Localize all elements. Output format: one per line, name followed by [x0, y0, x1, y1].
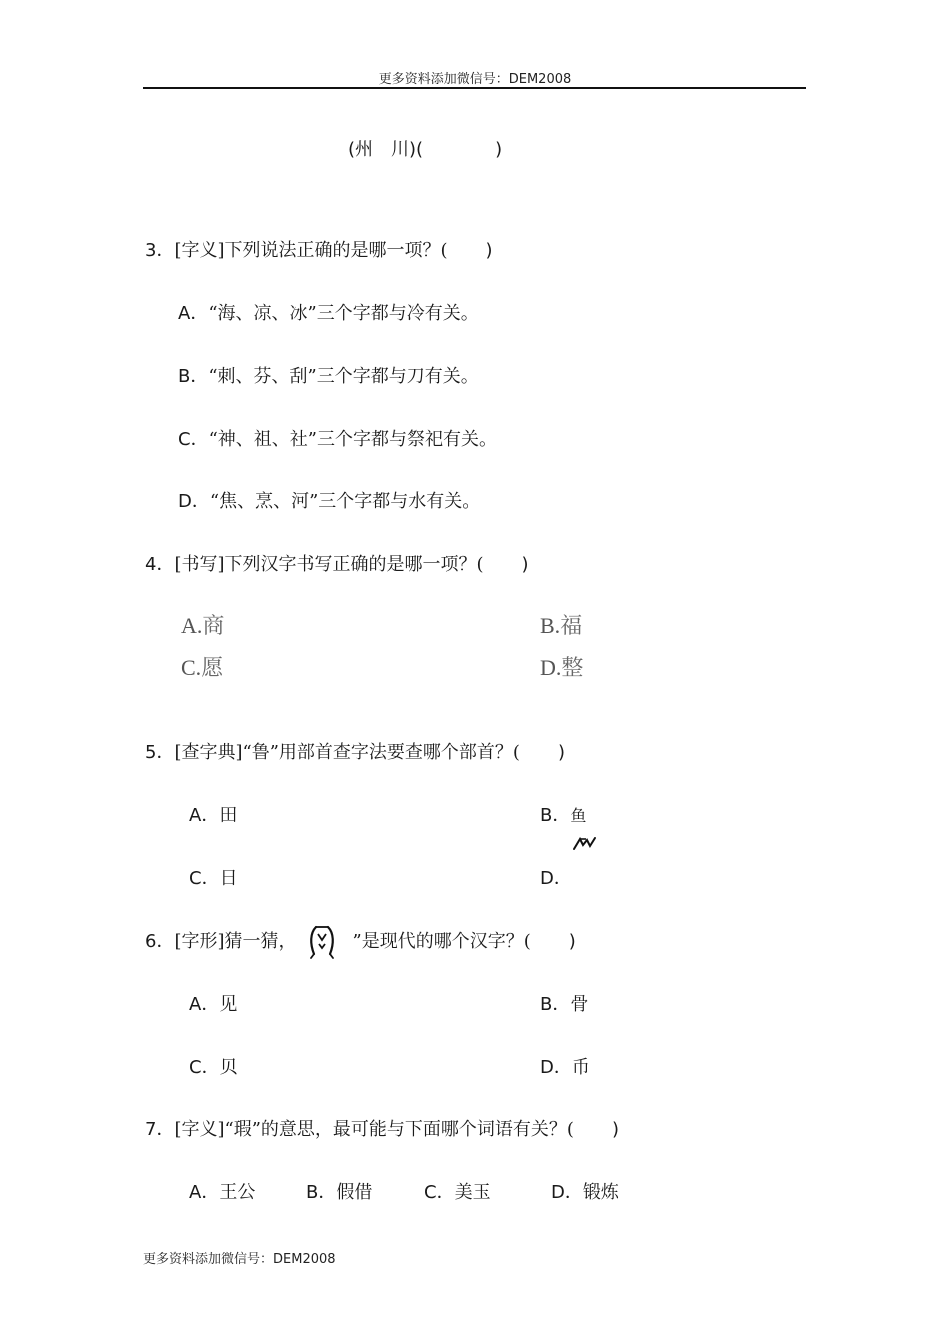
option-3c [178, 428, 497, 452]
question-text: “瑕”的意思，最可能与下面哪个词语有关？( [224, 1119, 574, 1140]
paren-close-open: )( [409, 139, 424, 160]
option-3a [178, 302, 479, 326]
answer-paren-close: ) [485, 240, 493, 261]
question-tag: [字义] [174, 240, 225, 261]
option-5a [189, 804, 237, 828]
option-5b [540, 804, 586, 828]
option-text: 假借 [336, 1182, 373, 1203]
option-text: 贝 [219, 1057, 238, 1078]
question-number: 5． [145, 742, 175, 763]
option-text: 币 [571, 1057, 590, 1078]
header-divider [143, 87, 806, 89]
answer-paren-close: ) [568, 931, 576, 952]
option-4b [540, 612, 582, 641]
question-text-after: ”是现代的哪个汉字？( [352, 931, 531, 952]
option-6c [189, 1056, 238, 1080]
option-4a [181, 612, 224, 641]
question-3 [145, 239, 493, 263]
option-label: D． [540, 1057, 572, 1078]
page-header: 更多资料添加微信号：DEM2008 [378, 72, 572, 87]
option-glyph: 愿 [201, 656, 224, 681]
option-3d [178, 490, 480, 514]
option-label: B． [540, 805, 571, 826]
option-label: C． [189, 1057, 220, 1078]
option-label: A． [189, 805, 220, 826]
option-text: “海、凉、冰”三个字都与冷有关。 [208, 303, 479, 324]
option-label: A． [178, 303, 209, 324]
answer-paren-close: ) [521, 554, 529, 575]
option-text: 美玉 [454, 1182, 491, 1203]
option-text: 王公 [219, 1182, 256, 1203]
option-glyph: 商 [202, 614, 225, 639]
option-label: B． [540, 994, 571, 1015]
question-number: 4． [145, 554, 175, 575]
question-number: 3． [145, 240, 175, 261]
question-text-before: 猜一猜， [224, 931, 297, 952]
question-tag: [字义] [174, 1119, 225, 1140]
option-text: “刺、芬、刮”三个字都与刀有关。 [208, 366, 479, 387]
option-glyph: 整 [561, 656, 584, 681]
option-label: B. [540, 613, 561, 638]
option-label: D. [540, 655, 562, 680]
word-chuan: 川 [391, 139, 410, 160]
question-tag: [字形] [174, 931, 225, 952]
question-5 [145, 741, 565, 765]
option-5c [189, 867, 238, 891]
ancient-character-icon [307, 924, 337, 960]
question-7 [145, 1118, 619, 1142]
option-label: B． [306, 1182, 337, 1203]
option-label: D． [178, 491, 210, 512]
option-7a [189, 1181, 255, 1205]
radical-stroke-icon [571, 835, 599, 851]
option-7d [551, 1181, 619, 1205]
option-6a [189, 993, 237, 1017]
question-number: 7． [145, 1119, 175, 1140]
option-label: C. [181, 655, 202, 680]
option-label: C． [189, 868, 220, 889]
question-text: 下列说法正确的是哪一项？( [224, 240, 448, 261]
option-text: 见 [219, 994, 238, 1015]
option-6d [540, 1056, 590, 1080]
option-7c [424, 1181, 491, 1205]
option-label: B． [178, 366, 209, 387]
question-text: 下列汉字书写正确的是哪一项？( [224, 554, 484, 575]
option-glyph: 福 [560, 614, 583, 639]
question-number: 6． [145, 931, 175, 952]
page-footer: 更多资料添加微信号：DEM2008 [143, 1252, 336, 1267]
answer-paren-close: ) [495, 139, 503, 160]
option-label: A． [189, 994, 220, 1015]
option-text: 鱼 [570, 806, 587, 825]
option-label: A. [181, 613, 203, 638]
paren-open: ( [348, 139, 356, 160]
question-6 [145, 930, 576, 954]
word-zhou: 州 [355, 139, 374, 160]
option-4d [540, 654, 583, 683]
option-label: D． [551, 1182, 583, 1203]
word-pair-line [348, 138, 502, 162]
option-text: 骨 [570, 994, 589, 1015]
option-6b [540, 993, 588, 1017]
option-5d [540, 867, 572, 891]
question-tag: [查字典] [174, 742, 243, 763]
answer-paren-close: ) [611, 1119, 619, 1140]
option-3b [178, 365, 479, 389]
option-4c [181, 654, 223, 683]
question-4 [145, 553, 529, 577]
option-text: 田 [219, 805, 238, 826]
option-text: 日 [219, 868, 238, 889]
question-tag: [书写] [174, 554, 225, 575]
answer-paren-close: ) [557, 742, 565, 763]
option-label: D． [540, 868, 572, 889]
option-7b [306, 1181, 372, 1205]
option-text: “焦、烹、河”三个字都与水有关。 [209, 491, 481, 512]
option-label: C． [178, 429, 209, 450]
option-text: “神、祖、社”三个字都与祭祀有关。 [208, 429, 497, 450]
option-text: 锻炼 [582, 1182, 619, 1203]
option-label: C． [424, 1182, 455, 1203]
option-label: A． [189, 1182, 220, 1203]
question-text: “鲁”用部首查字法要查哪个部首？( [242, 742, 520, 763]
